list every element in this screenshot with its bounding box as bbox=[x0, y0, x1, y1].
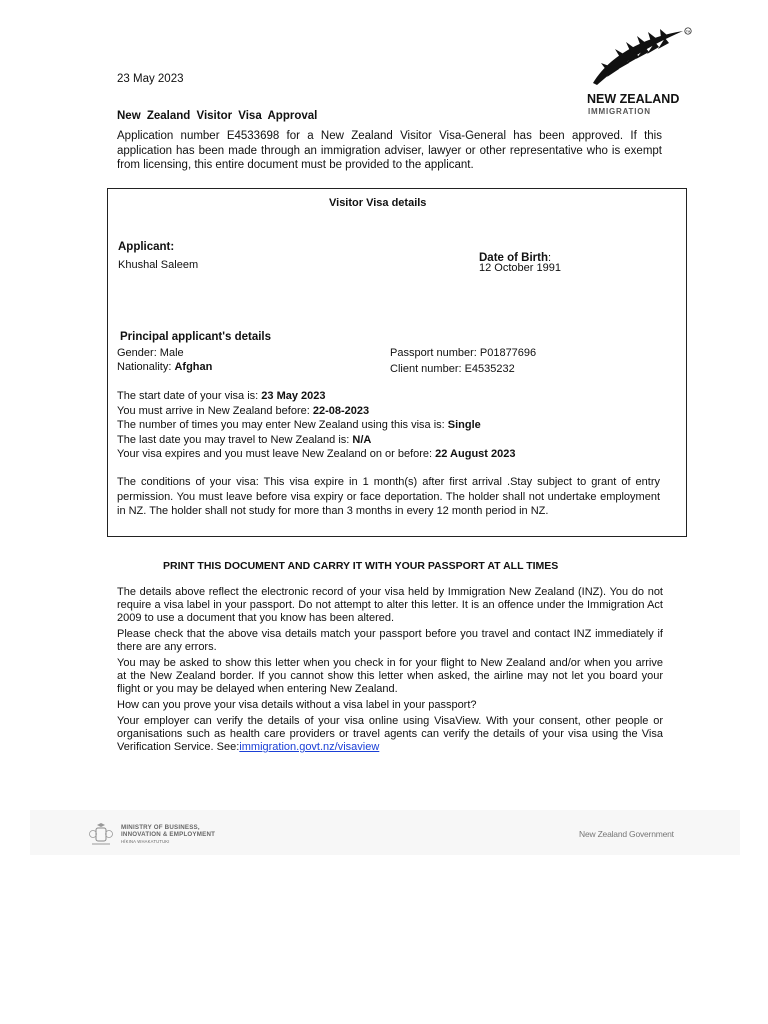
visa-line-start bbox=[117, 389, 677, 404]
visa-line-arrive bbox=[117, 404, 677, 419]
visaview-link[interactable]: immigration.govt.nz/visaview bbox=[239, 741, 380, 753]
dob-label: Date of Birth bbox=[479, 252, 548, 264]
nationality-label: Nationality: bbox=[117, 361, 175, 373]
letter-title: New Zealand Visitor Visa Approval bbox=[117, 110, 318, 122]
visa-line-label: The number of times you may enter New Zealand using this visa is: bbox=[117, 419, 448, 431]
mbie-line-1: MINISTRY OF BUSINESS, bbox=[121, 824, 200, 831]
letter-body bbox=[117, 586, 663, 757]
applicant-label: Applicant: bbox=[118, 241, 175, 253]
visa-line-label: The last date you may travel to New Zealand is: bbox=[117, 433, 353, 446]
visa-line-label: The start date of your visa is: bbox=[117, 390, 262, 402]
dob-value: 12 October 1991 bbox=[479, 262, 561, 274]
gender: Gender: Male bbox=[117, 347, 184, 359]
visa-line-entries bbox=[117, 418, 677, 433]
trademark-mark: TM bbox=[685, 29, 691, 34]
logo-immigration-text: IMMIGRATION bbox=[588, 107, 651, 116]
passport-value: P01877696 bbox=[479, 347, 537, 359]
visa-line-value: 23 May 2023 bbox=[261, 390, 326, 402]
letter-date: 23 May 2023 bbox=[117, 73, 184, 85]
applicant-name: Khushal Saleem bbox=[118, 259, 199, 271]
nationality-value: Afghan bbox=[174, 361, 213, 373]
coat-of-arms-icon bbox=[88, 822, 114, 848]
visa-dates-list bbox=[117, 389, 677, 462]
visa-line-value: 22-08-2023 bbox=[312, 404, 370, 417]
visa-line-value: Single bbox=[447, 419, 481, 431]
visa-line-expiry bbox=[117, 447, 677, 462]
paragraph-record: The details above reflect the electronic record of your visa held by Immigration New Zealand (INZ). You do not require a visa label in your passport. Do not attempt to alter this letter. It is an offence under the Immigration Act 2009 to use a document that you know has been altered. bbox=[117, 586, 663, 624]
visa-line-label: Your visa expires and you must leave New Zealand on or before: bbox=[117, 448, 436, 460]
principal-heading: Principal applicant's details bbox=[120, 331, 272, 343]
mbie-line-3: HĪKINA WHAKATUTUKI bbox=[121, 838, 170, 844]
paragraph-question: How can you prove your visa details without a visa label in your passport? bbox=[117, 699, 477, 711]
silver-fern-icon bbox=[585, 25, 695, 120]
mbie-line-2: INNOVATION & EMPLOYMENT bbox=[121, 830, 216, 838]
client-value: E4535232 bbox=[464, 363, 515, 375]
intro-paragraph: Application number E4533698 for a New Zealand Visitor Visa-General has been approved. If this application has been made through an immigration adviser, lawyer or other representative who is exempt from licensing, this entire document must be provided to the applicant. bbox=[117, 130, 662, 171]
client-label: Client number: bbox=[390, 363, 465, 375]
visa-box-title: Visitor Visa details bbox=[329, 197, 427, 209]
paragraph-show-letter: You may be asked to show this letter when you check in for your flight to New Zealand and/or when you arrive at the New Zealand border. If you cannot show this letter when asked, the airline may not let you board your flight or you may be delayed when entering New Zealand. bbox=[117, 657, 663, 695]
paragraph-check: Please check that the above visa details match your passport before you travel and contact INZ immediately if there are any errors. bbox=[117, 628, 663, 653]
passport-label: Passport number: bbox=[390, 347, 480, 359]
visa-line-value: 22 August 2023 bbox=[435, 448, 516, 460]
print-notice: PRINT THIS DOCUMENT AND CARRY IT WITH YOUR PASSPORT AT ALL TIMES bbox=[163, 560, 559, 572]
visa-conditions: The conditions of your visa: This visa expire in 1 month(s) after first arrival .Stay subject to grant of entry permission. You must leave before visa expiry or face deportation. The holder shall not undertake employment in NZ. The holder shall not study for more than 3 months in every 12 month period in NZ. bbox=[117, 476, 660, 517]
nz-government-logo: New Zealand Government bbox=[579, 829, 674, 839]
visa-line-last-travel bbox=[117, 433, 677, 448]
logo-nz-text: NEW ZEALAND bbox=[587, 92, 680, 106]
client-number bbox=[390, 363, 515, 375]
visa-line-label: You must arrive in New Zealand before: bbox=[117, 404, 313, 417]
visa-line-value: N/A bbox=[352, 433, 372, 446]
paragraph-visaview bbox=[117, 715, 663, 754]
nz-immigration-logo bbox=[585, 25, 695, 120]
mbie-logo-text bbox=[121, 825, 215, 845]
dob-colon: : bbox=[548, 252, 552, 264]
passport-number bbox=[390, 347, 536, 359]
nationality bbox=[117, 361, 212, 373]
visaview-text: Your employer can verify the details of your visa online using VisaView. With your consent, other people or organisations such as health care providers or travel agents can verify the details of your visa using the Visa Verification Service. See: bbox=[117, 715, 663, 753]
